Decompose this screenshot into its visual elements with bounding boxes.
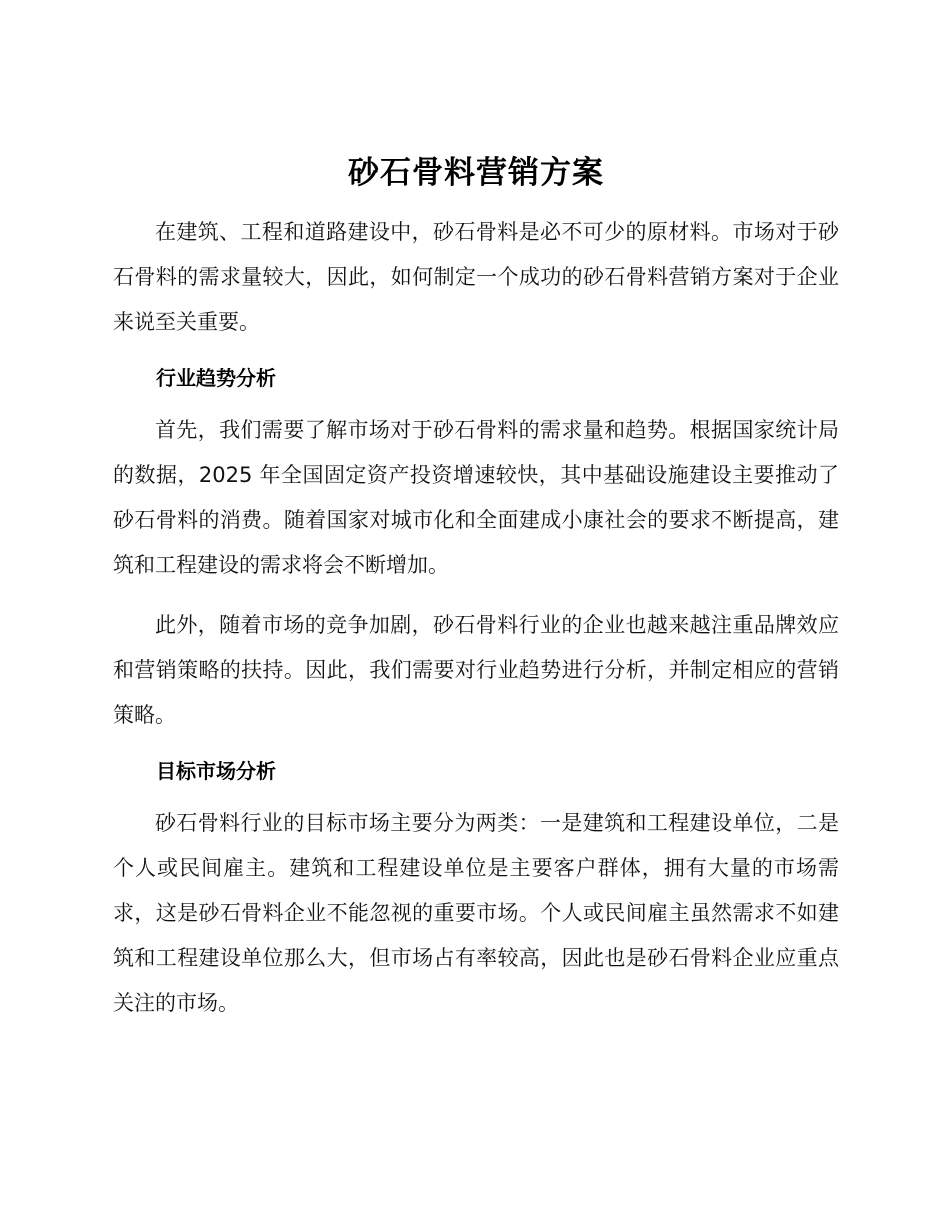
document-page [113,150,839,1041]
intro-paragraph: 在建筑、工程和道路建设中，砂石骨料是必不可少的原材料。市场对于砂石骨料的需求量较大，因此，如何制定一个成功的砂石骨料营销方案对于企业来说至关重要。 [113,220,839,334]
section-heading: 目标市场分析 [156,759,276,783]
section-target-market [113,753,839,1026]
document-title: 砂石骨料营销方案 [348,155,604,191]
section-heading: 行业趋势分析 [156,366,276,390]
body-paragraph: 砂石骨料行业的目标市场主要分为两类：一是建筑和工程建设单位，二是个人或民间雇主。建筑和工程建设单位是主要客户群体，拥有大量的市场需求，这是砂石骨料企业不能忽视的重要市场。个人或民间雇主虽然需求不如建筑和工程建设单位那么大，但市场占有率较高，因此也是砂石骨料企业应重点关注的市场。 [113,811,839,1015]
section-industry-trend [113,360,839,738]
body-paragraph: 首先，我们需要了解市场对于砂石骨料的需求量和趋势。根据国家统计局的数据，2025 年全国固定资产投资增速较快，其中基础设施建设主要推动了砂石骨料的消费。随着国家对城市化和全面建成小康社会的要求不断提高，建筑和工程建设的需求将会不断增加。 [113,418,839,577]
body-paragraph: 此外，随着市场的竞争加剧，砂石骨料行业的企业也越来越注重品牌效应和营销策略的扶持。因此，我们需要对行业趋势进行分析，并制定相应的营销策略。 [113,613,839,727]
